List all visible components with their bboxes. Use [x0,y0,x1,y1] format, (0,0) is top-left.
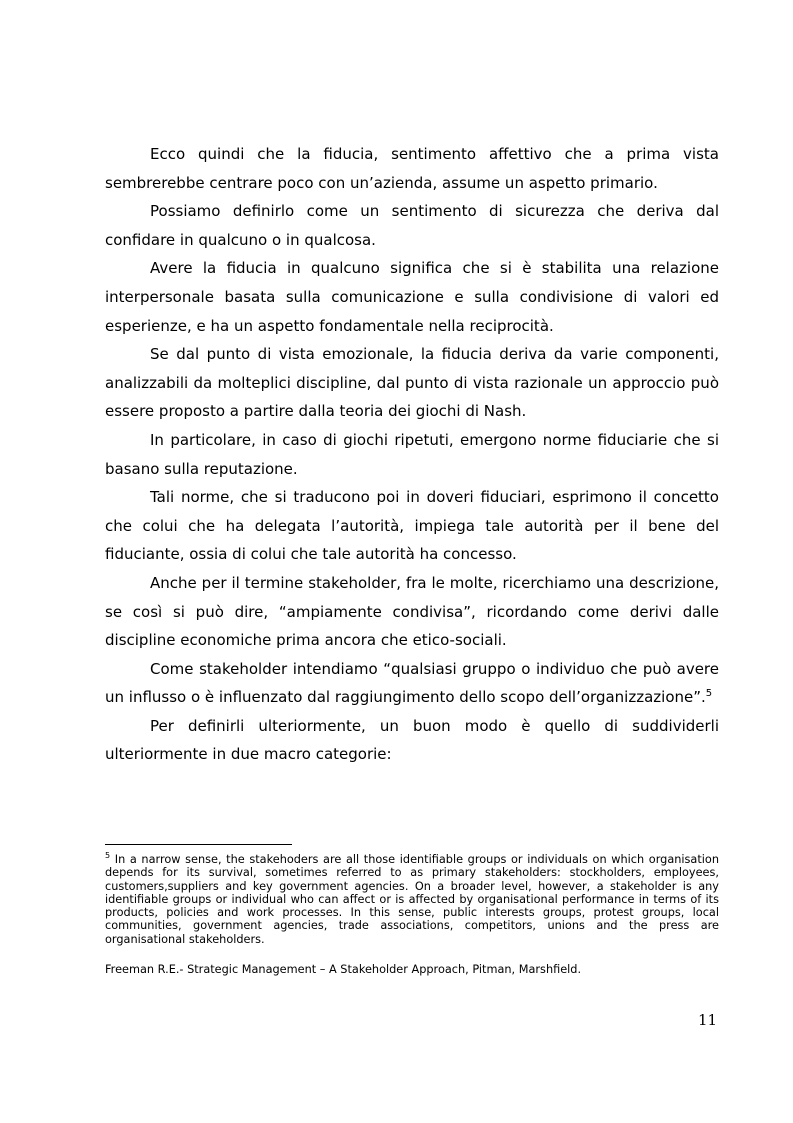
quote-paragraph [105,655,719,712]
body-text [105,140,719,769]
footnote-separator [105,844,292,845]
paragraph: Tali norme, che si traducono poi in doveri fiduciari, esprimono il concetto che colui che ha delegata l’autorità, impiega tale autorità per il bene del fiduciante, ossia di colui che tale autorità ha concesso. [105,488,719,564]
footnote-marker: 5 [105,851,111,861]
paragraph: Se dal punto di vista emozionale, la fiducia deriva da varie componenti, analizzabili da molteplici discipline, dal punto di vista razionale un approccio può essere proposto a partire dalla teoria dei giochi di Nash. [105,345,719,421]
footnote-reference[interactable]: 5 [705,688,713,700]
paragraph: Possiamo definirlo come un sentimento di sicurezza che deriva dal confidare in qualcuno o in qualcosa. [105,202,719,249]
paragraph: Per definirli ulteriormente, un buon modo è quello di suddividerli ulteriormente in due macro categorie: [105,716,719,764]
paragraph: Anche per il termine stakeholder, fra le molte, ricerchiamo una descrizione, se così si può dire, “ampiamente condivisa”, ricordando come derivi dalle discipline economiche prima ancora che etico-sociali. [105,573,719,650]
quote-text: Come stakeholder intendiamo “qualsiasi gruppo o individuo che può avere un influsso o è influenzato dal raggiungimento dello scopo dell’organizzazione”. [105,659,719,707]
footnote [105,853,719,946]
footnote-paragraph [105,853,719,946]
paragraph: Ecco quindi che la fiducia, sentimento affettivo che a prima vista sembrerebbe centrare poco con un’azienda, assume un aspetto primario. [105,145,719,192]
footnote-text: In a narrow sense, the stakehoders are all those identifiable groups or individuals on which organisation depends for its survival, sometimes referred to as primary stakeholders: stockholders, employees, customers,suppliers and key government agencies. On a broader level, however, a stakeholder is any identifiable groups or individual who can affect or is affected by organisational performance in terms of its products, policies and work processes. In this sense, public interests groups, protest groups, local communities, government agencies, trade associations, competitors, unions and the press are organisational stakeholders. [105,853,719,946]
paragraph: Avere la fiducia in qualcuno significa che si è stabilita una relazione interpersonale basata sulla comunicazione e sulla condivisione di valori ed esperienze, e ha un aspetto fondamentale nella reciprocità. [105,259,719,335]
footnote-source: Freeman R.E.- Strategic Management – A Stakeholder Approach, Pitman, Marshfield. [105,963,582,976]
paragraph: In particolare, in caso di giochi ripetuti, emergono norme fiduciarie che si basano sulla reputazione. [105,430,719,478]
page-number: 11 [698,1011,718,1029]
